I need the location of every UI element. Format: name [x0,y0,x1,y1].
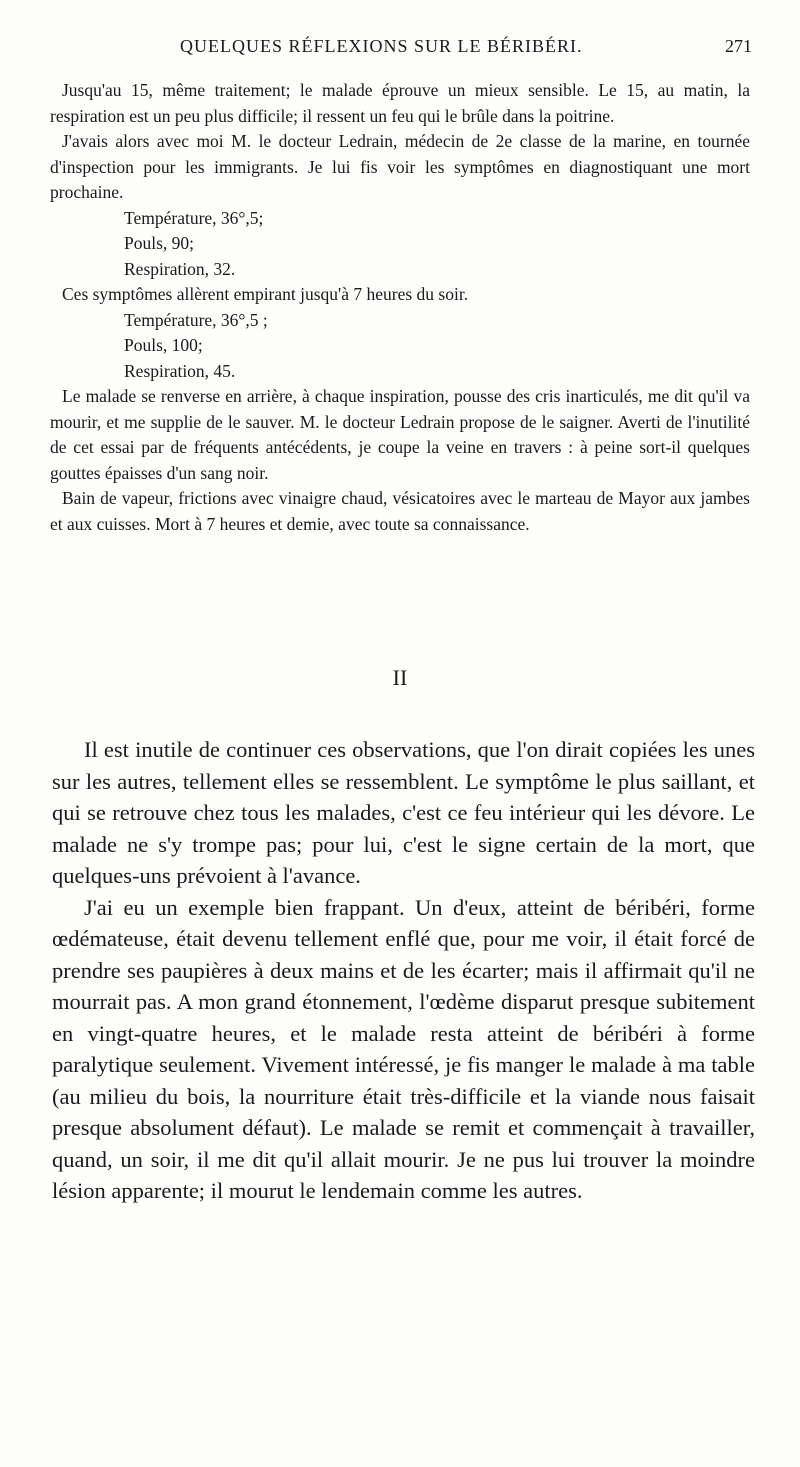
case-paragraph-1: Jusqu'au 15, même traitement; le malade éprouve un mieux sensible. Le 15, au matin, la respiration est un peu plus difficile; il ressent un feu qui le brûle dans la poitrine. [50,80,750,126]
vital-pulse-1: Pouls, 90; [124,233,195,253]
case-report [50,78,750,537]
case-paragraph-2: J'avais alors avec moi M. le docteur Ledrain, médecin de 2e classe de la marine, en tournée d'inspection pour les immigrants. Je lui fis voir les symptômes en diagnostiquant une mort prochaine. [50,131,750,202]
vital-pulse-2: Pouls, 100; [124,335,203,355]
running-title: QUELQUES RÉFLEXIONS SUR LE BÉRIBÉRI. [180,36,583,56]
case-paragraph-5: Bain de vapeur, frictions avec vinaigre chaud, vésicatoires avec le marteau de Mayor aux jambes et aux cuisses. Mort à 7 heures et demie, avec toute sa connaissance. [50,488,750,534]
vital-respiration-2: Respiration, 45. [124,360,236,381]
section-body [52,734,755,1207]
case-paragraph-4: Le malade se renverse en arrière, à chaque inspiration, pousse des cris inarticulés, me dit qu'il va mourir, et me supplie de le sauver. M. le docteur Ledrain propose de le saigner. Averti de l'inutilité de cet essai par de fréquents antécédents, je coupe la veine en travers : à peine sort-il quelques gouttes épaisses d'un sang noir. [50,386,750,483]
page-number: 271 [725,36,752,56]
vital-temperature-2: Température, 36°,5 ; [124,309,268,330]
vital-temperature-1: Température, 36°,5; [124,207,264,228]
case-paragraph-3: Ces symptômes allèrent empirant jusqu'à 7 heures du soir. [62,284,469,304]
page-header [50,36,752,66]
vital-respiration-1: Respiration, 32. [124,258,236,279]
section-paragraph-2: J'ai eu un exemple bien frappant. Un d'eux, atteint de béribéri, forme œdémateuse, était devenu tellement enflé que, pour me voir, il était forcé de prendre ses paupières à deux mains et de les écarter; mais il affirmait qu'il ne mourrait pas. A mon grand étonnement, l'œdème disparut presque subitement en vingt-quatre heures, et le malade resta atteint de béribéri à forme paralytique seulement. Vivement intéressé, je fis manger le malade à ma table (au milieu du bois, la nourriture était très-difficile et la viande nous faisait presque absolument défaut). Le malade se remit et commençait à travailler, quand, un soir, il me dit qu'il allait mourir. Je ne pus lui trouver la moindre lésion apparente; il mourut le lendemain comme les autres. [52,894,755,1203]
section-heading: II [392,665,408,690]
section-paragraph-1: Il est inutile de continuer ces observations, que l'on dirait copiées les unes sur les autres, tellement elles se ressemblent. Le symptôme le plus saillant, et qui se retrouve chez tous les malades, c'est ce feu intérieur qui les dévore. Le malade ne s'y trompe pas; pour lui, c'est le signe certain de la mort, que quelques-uns prévoient à l'avance. [52,737,755,888]
